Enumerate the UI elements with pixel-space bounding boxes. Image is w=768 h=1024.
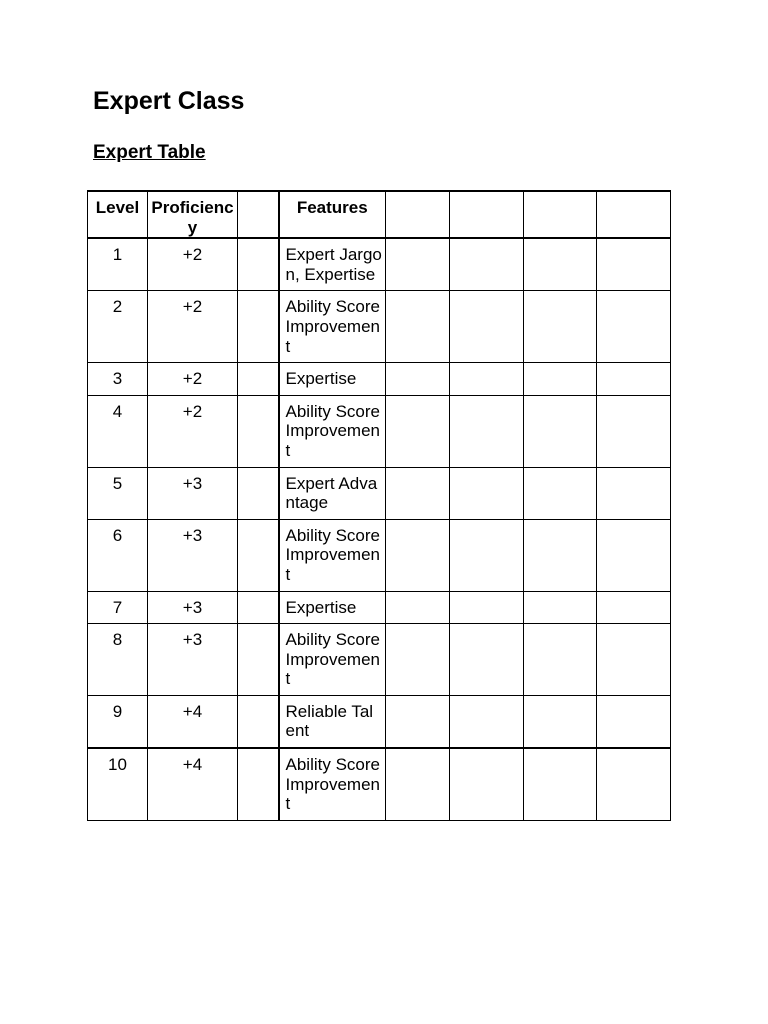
level-cell: 6 <box>88 519 148 591</box>
empty-cell <box>597 624 671 696</box>
empty-cell <box>524 591 597 624</box>
empty-cell <box>597 695 671 748</box>
level-cell: 3 <box>88 363 148 396</box>
empty-cell <box>450 467 524 519</box>
proficiency-cell: +3 <box>148 624 238 696</box>
column-header-empty-4 <box>524 191 597 238</box>
empty-cell <box>524 467 597 519</box>
empty-cell <box>238 467 279 519</box>
features-cell: Expertise <box>279 591 386 624</box>
empty-cell <box>524 624 597 696</box>
empty-cell <box>450 291 524 363</box>
level-cell: 4 <box>88 395 148 467</box>
level-cell: 2 <box>88 291 148 363</box>
empty-cell <box>450 519 524 591</box>
level-cell: 8 <box>88 624 148 696</box>
empty-cell <box>238 624 279 696</box>
column-header-features: Features <box>279 191 386 238</box>
empty-cell <box>386 748 450 820</box>
proficiency-cell: +3 <box>148 467 238 519</box>
empty-cell <box>386 238 450 291</box>
proficiency-cell: +2 <box>148 395 238 467</box>
empty-cell <box>386 695 450 748</box>
expert-table <box>87 190 671 821</box>
column-header-empty-2 <box>386 191 450 238</box>
expert-table-container <box>87 190 671 925</box>
empty-cell <box>450 395 524 467</box>
empty-cell <box>238 363 279 396</box>
table-row <box>88 467 671 519</box>
table-row <box>88 395 671 467</box>
empty-cell <box>524 291 597 363</box>
features-cell: Ability Score Improvement <box>279 395 386 467</box>
features-cell: Ability Score Improvement <box>279 519 386 591</box>
proficiency-cell: +2 <box>148 291 238 363</box>
features-cell: Ability Score Improvement <box>279 748 386 820</box>
empty-cell <box>597 291 671 363</box>
proficiency-cell: +3 <box>148 519 238 591</box>
empty-cell <box>386 395 450 467</box>
table-row <box>88 238 671 291</box>
table-heading: Expert Table <box>93 142 206 163</box>
column-header-empty-3 <box>450 191 524 238</box>
empty-cell <box>450 748 524 820</box>
empty-cell <box>238 291 279 363</box>
level-cell: 10 <box>88 748 148 820</box>
empty-cell <box>597 748 671 820</box>
empty-cell <box>450 591 524 624</box>
features-cell: Expert Jargon, Expertise <box>279 238 386 291</box>
empty-cell <box>450 363 524 396</box>
level-cell: 9 <box>88 695 148 748</box>
empty-cell <box>386 591 450 624</box>
proficiency-cell: +2 <box>148 238 238 291</box>
column-header-empty-5 <box>597 191 671 238</box>
features-cell: Reliable Talent <box>279 695 386 748</box>
table-row <box>88 591 671 624</box>
empty-cell <box>238 395 279 467</box>
empty-cell <box>524 363 597 396</box>
empty-cell <box>238 519 279 591</box>
empty-cell <box>597 519 671 591</box>
table-header-row <box>88 191 671 238</box>
table-row <box>88 363 671 396</box>
proficiency-cell: +4 <box>148 748 238 820</box>
column-header-empty-1 <box>238 191 279 238</box>
empty-cell <box>524 695 597 748</box>
level-cell: 5 <box>88 467 148 519</box>
table-row <box>88 519 671 591</box>
table-row <box>88 624 671 696</box>
features-cell: Expert Advantage <box>279 467 386 519</box>
table-row <box>88 291 671 363</box>
empty-cell <box>238 591 279 624</box>
empty-cell <box>524 238 597 291</box>
empty-cell <box>450 695 524 748</box>
features-cell: Expertise <box>279 363 386 396</box>
features-cell: Ability Score Improvement <box>279 624 386 696</box>
empty-cell <box>386 519 450 591</box>
empty-cell <box>524 519 597 591</box>
empty-cell <box>597 591 671 624</box>
level-cell: 1 <box>88 238 148 291</box>
document-title: Expert Class <box>93 87 245 115</box>
empty-cell <box>238 238 279 291</box>
empty-cell <box>524 395 597 467</box>
empty-cell <box>386 624 450 696</box>
empty-cell <box>450 624 524 696</box>
empty-cell <box>597 363 671 396</box>
proficiency-cell: +4 <box>148 695 238 748</box>
empty-cell <box>597 467 671 519</box>
column-header-level: Level <box>88 191 148 238</box>
proficiency-cell: +3 <box>148 591 238 624</box>
level-cell: 7 <box>88 591 148 624</box>
column-header-proficiency: Proficiency <box>148 191 238 238</box>
empty-cell <box>524 748 597 820</box>
empty-cell <box>238 695 279 748</box>
features-cell: Ability Score Improvement <box>279 291 386 363</box>
empty-cell <box>597 238 671 291</box>
empty-cell <box>386 363 450 396</box>
table-row <box>88 695 671 748</box>
empty-cell <box>597 395 671 467</box>
empty-cell <box>450 238 524 291</box>
empty-cell <box>238 748 279 820</box>
proficiency-cell: +2 <box>148 363 238 396</box>
empty-cell <box>386 291 450 363</box>
empty-cell <box>386 467 450 519</box>
table-row <box>88 748 671 820</box>
